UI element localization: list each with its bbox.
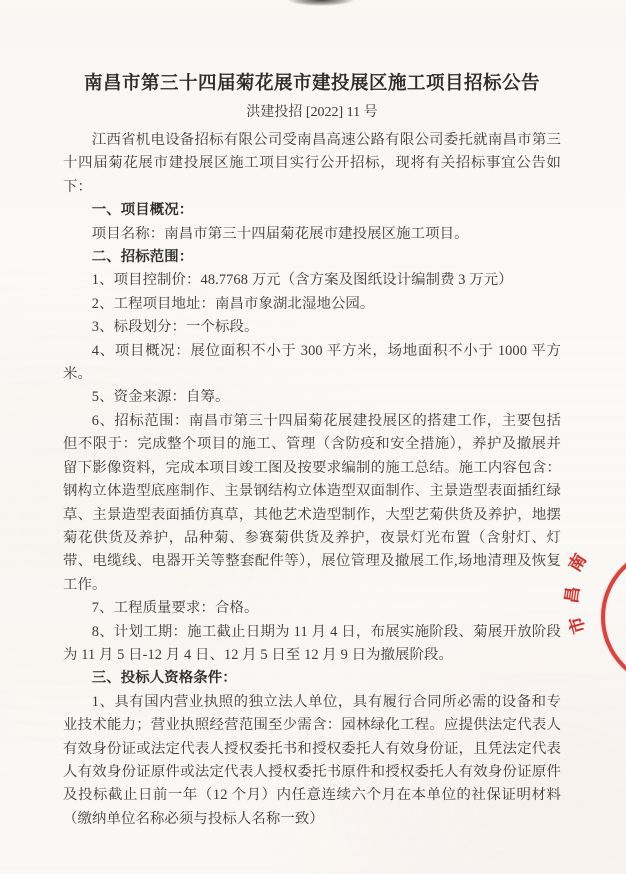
section-heading: 三、投标人资格条件： [91, 670, 237, 687]
seal-character: 市 [566, 614, 589, 636]
document-number: 洪建投招 [2022] 11 号 [246, 105, 378, 120]
section-heading: 二、招标范围： [91, 249, 194, 266]
paragraph: 5、资金来源：自筹。 [91, 389, 230, 406]
paragraph: 1、项目控制价：48.7768 万元（含方案及图纸设计编制费 3 万元） [91, 272, 513, 289]
paragraph: 项目名称：南昌市第三十四届菊花展市建投展区施工项目。 [91, 225, 469, 242]
section-heading: 一、项目概况： [91, 202, 194, 219]
document-content [63, 72, 561, 831]
seal-character: 南 [565, 550, 591, 575]
paragraph-container [63, 129, 561, 831]
paragraph: 6、招标范围：南昌市第三十四届菊花展建投展区的搭建工作，主要包括但不限于：完成整个项目的施工、管理（含防疫和安全措施），养护及撤展并留下影像资料，完成本项目竣工图及按要求编制的施工总结。施工内容包含：钢构立体造型底座制作、主景钢结构立体造型双面制作、主景造型表面插红绿草、主景造型表面插仿真草，其他艺术造型制作，大型艺菊供货及养护，地摆菊花供货及养护，品种菊、参赛菊供货及养护，夜景灯光布置（含射灯、灯带、电缆线、电器开关等整套配件等），展位管理及撤展工作,场地清理及恢复工作。 [63, 412, 561, 593]
paragraph: 2、工程项目地址：南昌市象湖北湿地公园。 [91, 295, 375, 312]
scan-artifact-smudge [285, 0, 357, 6]
official-seal-icon [601, 546, 626, 688]
document-title: 南昌市第三十四届菊花展市建投展区施工项目招标公告 [83, 74, 540, 94]
paragraph: 4、项目概况：展位面积不小于 300 平方米，场地面积不小于 1000 平方米。 [63, 342, 561, 383]
paragraph: 3、标段划分：一个标段。 [91, 319, 259, 336]
paragraph: 1、具有国内营业执照的独立法人单位，具有履行合同所必需的设备和专业技术能力；营业执照经营范围至少需含：园林绿化工程。应提供法定代表人有效身份证或法定代表人授权委托书和授权委托人有效身份证，且凭法定代表人有效身份证原件或法定代表人授权委托书原件和授权委托人有效身份证原件及投标截止日前一年（12 个月）内任意连续六个月在本单位的社保证明材料（缴纳单位名称必须与投标人名称一致） [63, 693, 561, 827]
paragraph: 8、计划工期：施工截止日期为 11 月 4 日，布展实施阶段、菊展开放阶段为 11 月 5 日-12 月 4 日、12 月 5 日至 12 月 9 日为撤展阶段。 [63, 623, 561, 663]
seal-character: 昌 [561, 585, 584, 605]
paragraph: 江西省机电设备招标有限公司受南昌高速公路有限公司委托就南昌市第三十四届菊花展市建投展区施工项目实行公开招标，现将有关招标事宜公告如下： [63, 132, 561, 195]
paragraph: 7、工程质量要求：合格。 [91, 600, 259, 617]
